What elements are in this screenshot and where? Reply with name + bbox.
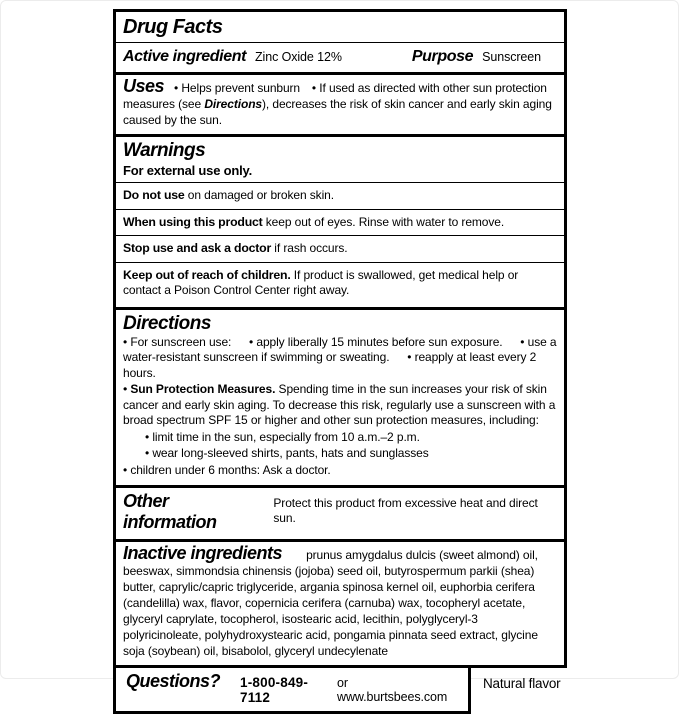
directions-sub-bullet-limit-time: • limit time in the sun, especially from 10 a.m.–2 p.m.: [145, 429, 420, 444]
bullet-icon: •: [123, 382, 131, 396]
natural-flavor-note: Natural flavor: [483, 676, 561, 691]
active-ingredient-value: Zinc Oxide 12%: [255, 50, 342, 64]
external-use-note: For external use only.: [123, 163, 253, 178]
questions-website: or www.burtsbees.com: [337, 676, 448, 704]
uses-bullet-2-pre: • If used as directed with other sun protection measures (see: [123, 81, 547, 111]
directions-section: [116, 310, 564, 486]
purpose-heading: Purpose: [411, 48, 474, 65]
uses-section: [116, 75, 564, 134]
directions-heading: Directions: [123, 312, 211, 334]
warning-label: Do not use: [123, 188, 185, 202]
other-information-heading: Other information: [123, 491, 217, 532]
questions-heading: Questions?: [126, 671, 221, 691]
footer-row: [113, 668, 567, 714]
warning-row-keep-out-of-reach: [123, 266, 557, 301]
uses-bullet-1: • Helps prevent sunburn: [174, 81, 301, 95]
title-divider: [116, 42, 564, 43]
directions-sun-protection-paragraph: [123, 382, 557, 429]
other-information-text: Protect this product from excessive heat and direct sun.: [273, 496, 538, 525]
inactive-ingredients-paragraph: [123, 545, 557, 659]
purpose-group: [412, 48, 557, 66]
warnings-heading: Warnings: [123, 140, 206, 161]
sun-protection-label: Sun Protection Measures.: [130, 382, 276, 396]
active-ingredient-row: [123, 48, 557, 66]
drug-facts-box: [113, 9, 567, 668]
inactive-ingredients-heading: Inactive ingredients: [123, 543, 283, 563]
warning-row-when-using: [123, 213, 557, 233]
uses-bullet-2-post: ), decreases the risk of skin cancer and early skin aging caused by the sun.: [123, 97, 552, 127]
label-column: [113, 9, 567, 714]
inactive-ingredients-section: [116, 542, 564, 665]
warning-row-do-not-use: [123, 186, 557, 206]
warnings-divider: [116, 235, 564, 236]
active-ingredient-heading: Active ingredient: [123, 48, 247, 65]
warning-label: Keep out of reach of children.: [123, 267, 291, 282]
inactive-ingredients-list: prunus amygdalus dulcis (sweet almond) oil, beeswax, simmondsia chinensis (jojoba) seed oil, butyrospermum parkii (shea) butter, caprylic/capric triglyceride, argania spinosa kernel oil, euphorbia cerifera (candelilla) wax, flavor, copernicia cerifera (carnuba) wax, tocopheryl acetate, glyceryl caprylate, tocopherol, isostearic acid, lecithin, polyglyceryl-3 polyricinoleate, polyhydroxystearic acid, pongamia pinnata seed extract, glycine soja (soybean) oil, bisabolol, glyceryl undecylenate: [123, 548, 538, 658]
other-information-section: [116, 488, 564, 539]
header-section: [116, 12, 564, 72]
purpose-value: Sunscreen: [482, 50, 541, 64]
uses-heading: Uses: [123, 76, 165, 96]
warning-row-stop-use: [123, 239, 557, 259]
warnings-divider: [116, 262, 564, 263]
other-information-row: [123, 491, 557, 533]
questions-phone-number: 1-800-849-7112: [240, 675, 309, 705]
uses-directions-ref: Directions: [204, 97, 262, 111]
warning-label: When using this product: [123, 214, 263, 229]
warning-text: keep out of eyes. Rinse with water to remove.: [262, 214, 505, 229]
warning-text: if rash occurs.: [271, 241, 348, 255]
warning-text: on damaged or broken skin.: [184, 188, 334, 202]
warning-text: If product is swallowed, get medical help or contact a Poison Control Center right away.: [123, 267, 519, 297]
active-ingredient-group: [123, 48, 342, 66]
sun-protection-text: Spending time in the sun increases your risk of skin cancer and early skin aging. To decrease this risk, regularly use a sunscreen with a broad spectrum SPF 15 or higher and other sun protection measures, including:: [123, 382, 556, 427]
warnings-section: [116, 137, 564, 307]
uses-paragraph: [123, 78, 557, 128]
questions-box: [113, 668, 471, 714]
directions-children-note: • children under 6 months: Ask a doctor.: [123, 462, 331, 477]
warnings-divider: [116, 182, 564, 183]
directions-sub-bullet-clothing: • wear long-sleeved shirts, pants, hats and sunglasses: [145, 446, 429, 460]
warnings-divider: [116, 209, 564, 210]
drug-facts-title: Drug Facts: [123, 16, 223, 38]
warning-label: Stop use and ask a doctor: [123, 241, 272, 255]
directions-usage-paragraph: • For sunscreen use: • apply liberally 15 minutes before sun exposure. • use a water-resistant sunscreen if swimming or sweating. • reapply at least every 2 hours.: [123, 334, 557, 380]
